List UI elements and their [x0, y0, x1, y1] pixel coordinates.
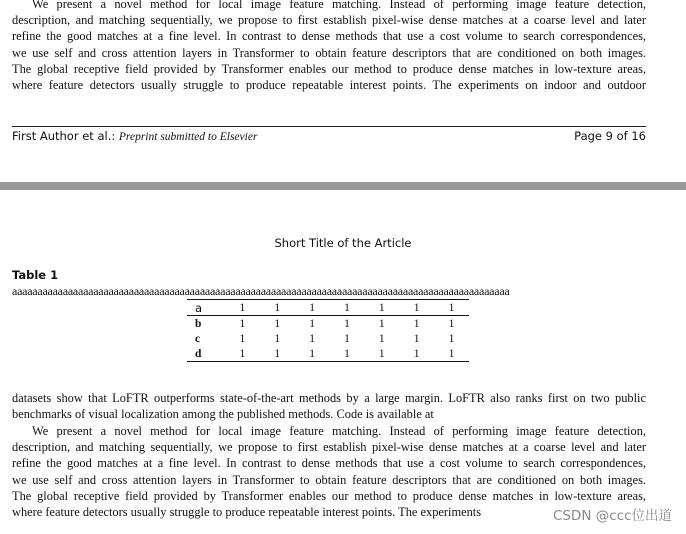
- running-title: Short Title of the Article: [274, 236, 412, 250]
- table-cell: 1: [378, 317, 385, 330]
- footer-rule: [12, 126, 646, 127]
- table-cell: 1: [344, 347, 350, 360]
- table-cell: 1: [344, 332, 350, 345]
- table-cell: 1: [413, 317, 420, 330]
- footer-author: First Author et al.:: [12, 129, 116, 143]
- table-row-label: d: [195, 347, 202, 360]
- table-header-cell: 1: [448, 301, 455, 314]
- table-cell: 1: [309, 347, 315, 360]
- table-header-cell: 1: [309, 301, 315, 314]
- watermark: CSDN @ccc位出道: [552, 508, 672, 524]
- data-table: [187, 299, 469, 362]
- table-cell: 1: [239, 332, 246, 345]
- table-row: [187, 346, 469, 362]
- paragraph-line: where feature detectors usually struggle to produce repeatable interest points. The experiments: [12, 505, 482, 520]
- table-cell: 1: [274, 332, 281, 345]
- abstract-paragraph-top: [12, 0, 646, 93]
- table-header-cell: 1: [239, 301, 246, 314]
- paragraph-line: datasets show that LoFTR outperforms state-of-the-art methods by a large margin. LoFTR also ranks first on two public: [12, 391, 646, 405]
- footer-page-number: Page 9 of 16: [574, 129, 646, 143]
- table-header-cell: 1: [413, 301, 420, 314]
- paragraph-line: We present a novel method for local image feature matching. Instead of performing image feature detection,: [32, 424, 646, 438]
- page-separator: [0, 182, 686, 190]
- paragraph-line: we use self and cross attention layers in Transformer to obtain feature descriptors that are conditioned on both images.: [12, 45, 646, 60]
- table-caption: aaaaaaaaaaaaaaaaaaaaaaaaaaaaaaaaaaaaaaaaaaaaaaaaaaaaaaaaaaaaaaaaaaaaaaaaaaaaaaaaaaaaaaaaaaaaaaaaaa: [12, 284, 510, 298]
- table-row-label: c: [195, 332, 201, 345]
- abstract-paragraph-bottom: [12, 423, 646, 520]
- table-cell: 1: [309, 317, 315, 330]
- table-row-label: b: [195, 317, 202, 330]
- footer-journal: Preprint submitted to Elsevier: [118, 131, 258, 143]
- table-cell: 1: [239, 347, 246, 360]
- paragraph-line: refine the good matches at a fine level. In contrast to dense methods that use a cost volume to search correspondences,: [12, 29, 646, 44]
- table-cell: 1: [378, 332, 385, 345]
- table-row: [187, 316, 469, 332]
- table-cell: 1: [274, 347, 281, 360]
- table-header-cell: 1: [344, 301, 350, 314]
- paragraph-line: we use self and cross attention layers in Transformer to obtain feature descriptors that are conditioned on both images.: [12, 472, 646, 487]
- table-header-cell: a: [195, 300, 203, 315]
- paragraph-line: The global receptive field provided by Transformer enables our method to produce dense matches in low-texture areas,: [12, 61, 646, 76]
- table-header-cell: 1: [378, 301, 385, 314]
- paragraph-line: We present a novel method for local image feature matching. Instead of performing image feature detection,: [32, 0, 646, 11]
- page-10: [0, 190, 686, 534]
- page-9: [0, 0, 686, 182]
- table-cell: 1: [378, 347, 385, 360]
- table-label: Table 1: [12, 268, 59, 282]
- table-cell: 1: [448, 332, 455, 345]
- paragraph-line: benchmarks of visual localization among the published methods. Code is available at: [12, 407, 434, 422]
- table-cell: 1: [344, 317, 350, 330]
- paragraph-line: where feature detectors usually struggle to produce repeatable interest points. The experiments on indoor and outdoor: [12, 78, 646, 93]
- table-cell: 1: [239, 317, 246, 330]
- paragraph-line: description, and matching sequentially, we propose to first establish pixel-wise dense matches at a coarse level and later: [12, 440, 646, 455]
- continuation-paragraph: [12, 390, 646, 422]
- paragraph-line: refine the good matches at a fine level. In contrast to dense methods that use a cost volume to search correspondences,: [12, 456, 646, 471]
- table-cell: 1: [309, 332, 315, 345]
- table-cell: 1: [448, 347, 455, 360]
- table-cell: 1: [413, 347, 420, 360]
- table-header-row: [187, 300, 469, 316]
- paragraph-line: The global receptive field provided by Transformer enables our method to produce dense matches in low-texture areas,: [12, 488, 646, 503]
- table-header-cell: 1: [274, 301, 281, 314]
- footer-author-journal: [12, 129, 257, 143]
- paragraph-line: description, and matching sequentially, we propose to first establish pixel-wise dense matches at a coarse level and later: [12, 13, 646, 28]
- table-cell: 1: [274, 317, 281, 330]
- table-cell: 1: [448, 317, 455, 330]
- table-row: [187, 331, 469, 346]
- table-cell: 1: [413, 332, 420, 345]
